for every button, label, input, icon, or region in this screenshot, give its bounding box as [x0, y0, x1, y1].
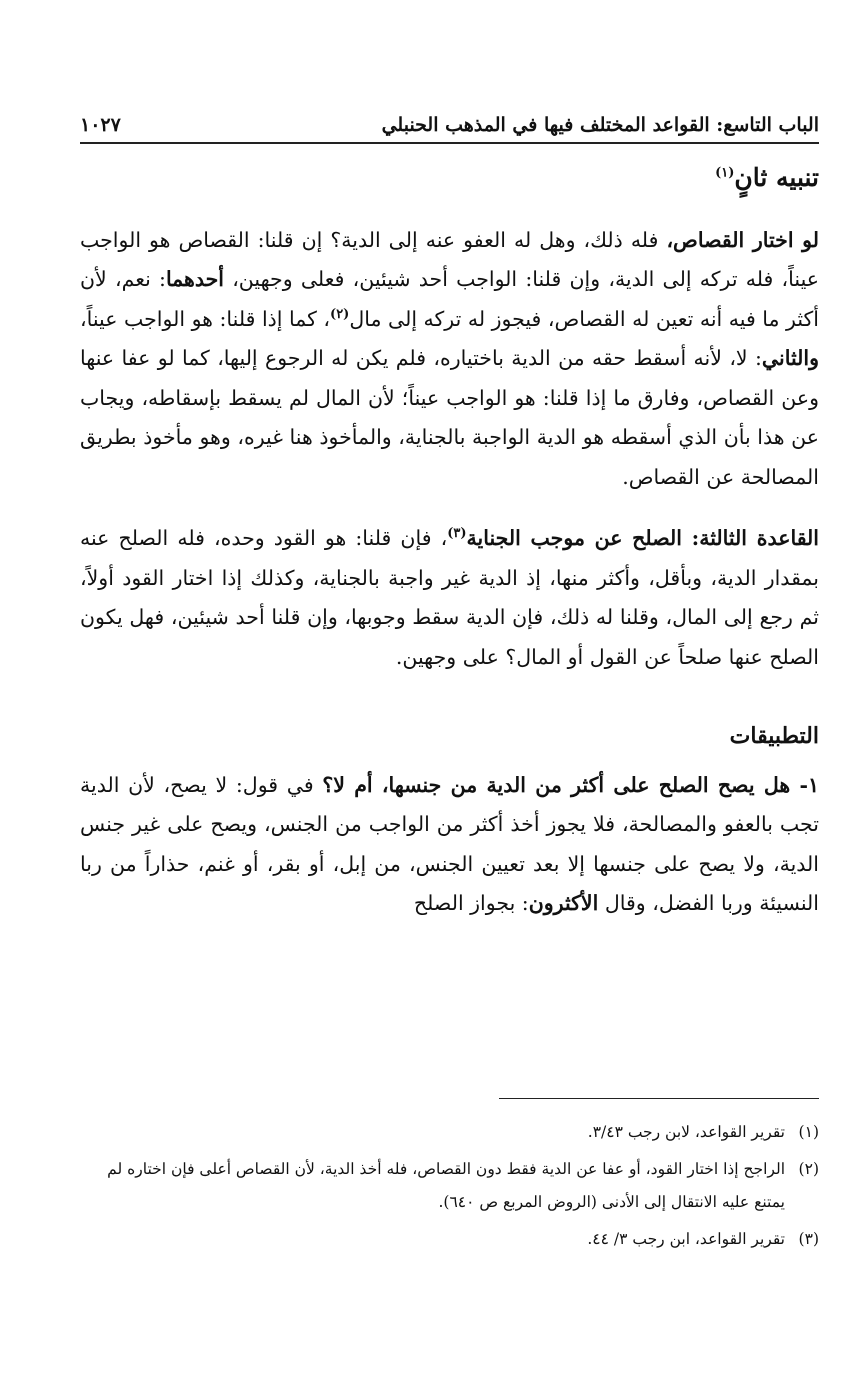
paragraph-1-lead: لو اختار القصاص،	[666, 227, 820, 252]
footnote-1	[80, 1116, 819, 1149]
main-text	[80, 162, 819, 924]
page-number: ١٠٢٧	[80, 114, 121, 136]
application-1-text-b: : بجواز الصلح	[413, 891, 529, 916]
chapter-title: الباب التاسع: القواعد المختلف فيها في المذهب الحنبلي	[381, 114, 819, 136]
footnotes	[80, 1116, 819, 1260]
paragraph-1-second-opinion: والثاني	[761, 346, 819, 370]
footnote-divider	[499, 1098, 819, 1099]
footnote-number: (١)	[798, 1123, 819, 1141]
footnote-text: تقرير القواعد، لابن رجب ٣/٤٣.	[587, 1123, 785, 1141]
paragraph-1-text-d: : لا، لأنه أسقط حقه من الدية باختياره، فلم يكن له الرجوع إليها، كما لو عفا عنها وعن القصاص، وفارق ما إذا قلنا: هو الواجب عيناً؛ لأن المال لم يسقط بإسقاطه، ويجاب عن هذا بأن الذي أسقطه هو الدية الواجبة بالجناية، والمأخوذ هنا غيره، وهو مأخوذ بطريق المصالحة عن القصاص.	[80, 346, 819, 489]
rule-three-title: القاعدة الثالثة: الصلح عن موجب الجناية	[466, 526, 820, 550]
running-header	[80, 100, 819, 144]
paragraph-1-text-b: : نعم، لأن أكثر ما فيه أنه تعين له القصاص، فيجوز له تركه إلى مال	[80, 267, 819, 331]
footnote-number: (٣)	[798, 1230, 819, 1248]
footnote-ref-3: (٣)	[447, 526, 467, 542]
applications-heading: التطبيقات	[729, 723, 819, 749]
paragraph-2-text: ، فإن قلنا: هو القود وحده، فله الصلح عنه بمقدار الدية، وبأقل، وأكثر منها، إذ الدية غير واجبة بالجناية، وكذلك إذا اختار القود أولاً، ثم رجع إلى المال، وقلنا له ذلك، فإن الدية سقط وجوبها، وإن قلنا أحد شيئين، فهل يكون الصلح عنها صلحاً عن القول أو المال؟ على وجهين.	[80, 526, 819, 669]
paragraph-2	[80, 519, 819, 677]
paragraph-1-text-a: فله ذلك، وهل له العفو عنه إلى الدية؟ إن قلنا: القصاص هو الواجب عيناً، فله تركه إلى الدية، وإن قلنا: الواجب أحد شيئين، فعلى وجهين،	[80, 227, 820, 291]
paragraph-1-text-c: ، كما إذا قلنا: هو الواجب عيناً،	[80, 306, 331, 331]
application-1-question: ١- هل يصح الصلح على أكثر من الدية من جنسها، أم لا؟	[322, 772, 819, 797]
footnote-number: (٢)	[798, 1160, 819, 1178]
footnote-2	[80, 1153, 819, 1219]
paragraph-1-first-opinion: أحدهما	[165, 267, 224, 291]
footnote-ref-1: (١)	[715, 165, 735, 181]
footnote-text: الراجح إذا اختار القود، أو عفا عن الدية فقط دون القصاص، فله أخذ الدية، لأن القصاص أعلى فإن اختاره لم يمتنع عليه الانتقال إلى الأدنى (الروض المربع ص ٦٤٠).	[107, 1160, 785, 1211]
application-item-1	[80, 766, 819, 924]
section-heading	[80, 162, 819, 195]
paragraph-1	[80, 221, 819, 498]
application-1-text-a: في قول: لا يصح، لأن الدية تجب بالعفو والمصالحة، فلا يجوز أخذ أكثر من الواجب من الجنس، ويصح على غير جنس الدية، ولا يصح على جنسها إلا بعد تعيين الجنس، من إبل، أو بقر، أو غنم، حذاراً من ربا النسيئة وربا الفضل، وقال	[80, 772, 819, 916]
section-heading-text: تنبيه ثانٍ	[734, 163, 819, 192]
application-1-majority: الأكثرون	[528, 891, 599, 916]
footnote-text: تقرير القواعد، ابن رجب ٣/ ٤٤.	[587, 1230, 785, 1248]
footnote-ref-2: (٢)	[330, 306, 350, 322]
footnote-3	[80, 1223, 819, 1256]
